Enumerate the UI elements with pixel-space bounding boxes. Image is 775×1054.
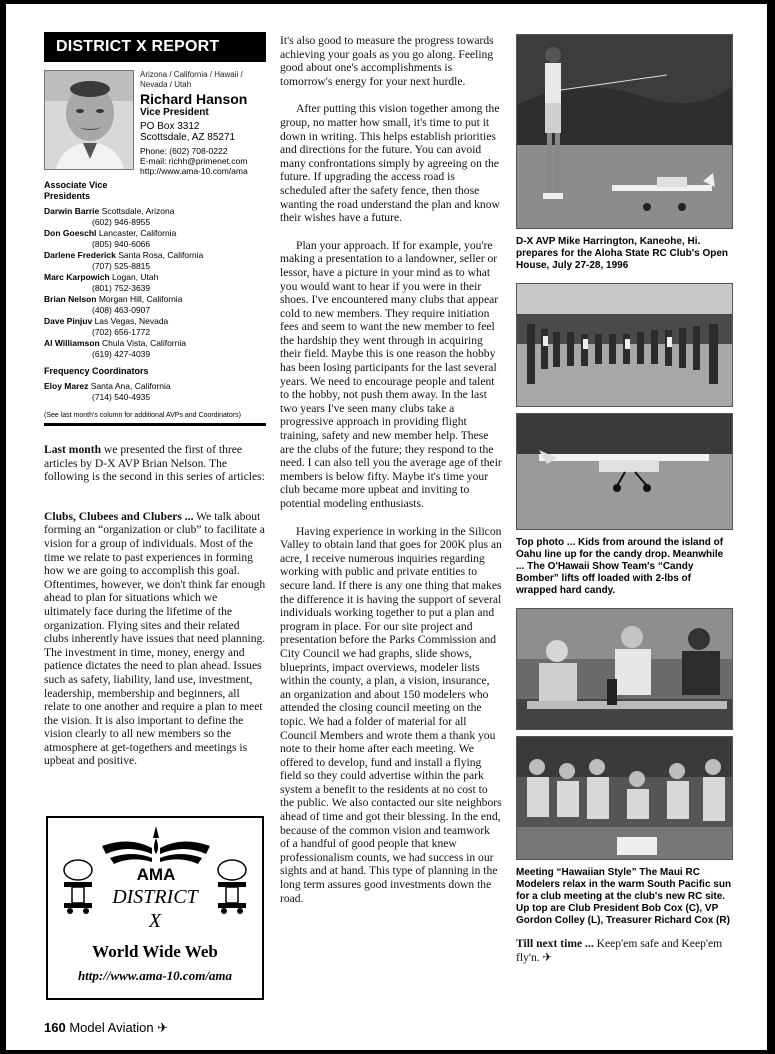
closing-lead: Till next time ... — [516, 937, 594, 950]
contact-location: Morgan Hill, California — [98, 294, 183, 304]
intro-text: we presented the first of three articles by D-X AVP Brian Nelson. The following is the second in this series of articles: — [44, 443, 265, 484]
associates-list — [44, 206, 266, 360]
ama-logo-text: AMA — [136, 865, 176, 884]
contact-name: Brian Nelson — [44, 294, 97, 304]
ama-wings-logo — [96, 824, 216, 884]
photo-candy-bomber — [516, 413, 733, 530]
contact-phone: (619) 427-4039 — [92, 349, 151, 359]
page-number: 160 — [44, 1020, 66, 1035]
contact-phone: (805) 940-6066 — [92, 239, 151, 249]
left-column — [44, 32, 266, 768]
ama-www-label: World Wide Web — [92, 942, 218, 961]
contact-name: Marc Karpowich — [44, 272, 110, 282]
contact-location: Santa Ana, California — [90, 381, 171, 391]
vp-contact-block — [44, 70, 266, 174]
article-paragraph: Plan your approach. If for example, you're making a presentation to a landowner, seller or lessor, have a picture in your mind as to what you would want to hear if you were in their shoes. I've encountered many clubs that appear cold to new members. They require initiation fees and seem to want the new member to feel the hardship they went through in acquiring their field. Maybe this is one reason the hobby has been losing participants for the last several years. We need to encourage people and talent to the hobby, not push them away. In the last two years I've seen many clubs take a progressive approach in providing flight training, safety and new member help. These are the clubs of the future; they respond to the need. I can also tell you the average age of their members is below fifty. Maybe it's time your club became more upbeat and inviting to potential modeling enthusiasts. — [280, 238, 502, 510]
vp-web-link[interactable]: http://www.ama-10.com/ama — [140, 166, 248, 176]
clubs-paragraph — [44, 510, 266, 768]
contact-row — [44, 272, 266, 294]
article-paragraph: After putting this vision together among the group, no matter how small, it's time to put it down in writing. This helps establish priorities and directions for the future. You can avoid many confrontations simply by agreeing on the future. If upgrading the access road is scheduled after the safety fence, then those wanting the road understand the plan and know their wishes have a future. — [280, 102, 500, 225]
contact-row — [44, 316, 266, 338]
photo-maui-meeting — [516, 736, 733, 860]
ama-district-x: X — [148, 910, 162, 932]
contact-phone: (714) 540-4935 — [92, 392, 151, 402]
contact-phone: (801) 752-3639 — [92, 283, 151, 293]
vp-address-line2: Scottsdale, AZ 85271 — [140, 132, 236, 143]
contact-row — [44, 228, 266, 250]
photo-pilot-with-plane — [516, 34, 733, 229]
district-report-header: DISTRICT X REPORT — [44, 32, 266, 62]
photo45-caption: Meeting “Hawaiian Style” The Maui RC Modelers relax in the warm South Pacific sun for a club meeting at the club's new RC site. Up top are Club President Bob Cox (C), VP Gordon Colley (L), Treasurer Richard Cox (R) — [516, 867, 732, 926]
article-paragraph: It's also good to measure the progress towards achieving your goals as you go along. Feeling good about one's accomplishments is tomorrow's energy for your next hurdle. — [280, 34, 494, 88]
contact-name: Dave Pinjuv — [44, 316, 93, 326]
right-column — [516, 34, 733, 964]
contact-location: Chula Vista, California — [102, 338, 186, 348]
photo1-caption: D-X AVP Mike Harrington, Kaneohe, Hi. prepares for the Aloha State RC Club's Open House, July 27-28, 1996 — [516, 236, 729, 271]
contact-location: Las Vegas, Nevada — [94, 316, 169, 326]
contact-row — [44, 206, 266, 228]
contact-location: Santa Rosa, California — [118, 250, 204, 260]
contact-location: Lancaster, California — [98, 228, 177, 238]
frequency-title: Frequency Coordinators — [44, 366, 149, 376]
contact-name: Don Goeschl — [44, 228, 97, 238]
page-footer — [44, 1020, 168, 1036]
ama-url-link[interactable]: http://www.ama-10.com/ama — [77, 968, 233, 983]
contact-row — [44, 250, 266, 272]
contact-phone: (702) 656-1772 — [92, 327, 151, 337]
photo-maui-officers — [516, 608, 733, 730]
vp-region: Arizona / California / Hawaii / Nevada / Utah — [140, 70, 243, 89]
intro-lead: Last month — [44, 443, 102, 456]
vp-address-line1: PO Box 3312 — [140, 121, 200, 132]
vp-phone: Phone: (602) 708-0222 — [140, 146, 228, 156]
clubs-text: We talk about forming an “organization or club” to facilitate a vision for a group of individuals. Most of the time we relate to past experiences in forming how we are going to accomplish this goal. Oftentimes, however, we don't think far enough ahead to plan for situations which we ultimately face during the lifetime of the organization. Flying sites and their related clubs inherently have issues that need planning. The investment in time, money, energy and patience dictates the need to plan ahead. Issues such as safety, liability, land use, investment, leadership, membership and beginners, all relate to one another and require a plan to meet the vision. It is also important to define the vision clearly to all new members so the atmosphere at get-togethers and meetings is upbeat and positive. — [44, 509, 266, 768]
photo23-caption: Top photo ... Kids from around the island of Oahu line up for the candy drop. Meanwhile ... The O'Hawaii Show Team's “Candy Bomber” lifts off loaded with 2-lbs of wrapped hard candy. — [516, 537, 724, 596]
closing-paragraph — [516, 937, 733, 964]
contact-name: Darwin Barrie — [44, 206, 100, 216]
ama-district-ad[interactable] — [46, 816, 264, 1000]
article-paragraph: Having experience in working in the Silicon Valley to obtain land that goes for 200K plus an acre, I receive numerous inquiries regarding working with public and private entities to secure land. If there is any one thing that makes the difference it is having the support of several individuals working together to put a plan and program in place. For our site project and presentation before the Parks Commission and City Council we had graphs, slide shows, blueprints, impact overviews, modeler lists within the county, a plan, a vision, insurance, an organization and about 150 modelers who attended the closing council meeting on the topic. We had a folder of material for all Council Members and wrote them a thank you note to their home after each meeting. We offered to develop, fund and install a flying field so they could advertise within the park system a benefit to the residents at no cost to the public. We also contacted our site neighbors ahead of time and got their blessing. In the end, because of the common vision and teamwork of a handful of good people that knew professionalism counts, we had success in our sights and at hand. This type of planning in the long term assures good investments down the road. — [280, 524, 502, 905]
magazine-page — [6, 4, 767, 1050]
contact-phone: (602) 946-8955 — [92, 217, 151, 227]
vp-email-link[interactable]: E-mail: richh@primenet.com — [140, 156, 248, 166]
photo-kids-line — [516, 283, 733, 407]
contact-row — [44, 294, 266, 316]
clubs-lead: Clubs, Clubees and Clubers ... — [44, 509, 194, 523]
vp-name: Richard Hanson — [140, 91, 248, 107]
closing-text: Keep'em safe and Keep'em fly'n. ✈ — [516, 937, 723, 964]
contact-name: Al Williamson — [44, 338, 100, 348]
contact-location: Scottsdale, Arizona — [101, 206, 175, 216]
vp-role: Vice President — [140, 107, 209, 118]
contact-name: Eloy Marez — [44, 381, 89, 391]
contact-phone: (408) 463-0907 — [92, 305, 151, 315]
associates-title: Associate Vice Presidents — [44, 180, 108, 201]
contact-name: Darlene Frederick — [44, 250, 116, 260]
magazine-name: Model Aviation ✈ — [69, 1020, 169, 1035]
intro-paragraph — [44, 443, 266, 484]
vp-info — [140, 70, 270, 176]
middle-column — [280, 34, 502, 919]
see-note: (See last month's column for additional AVPs and Coordinators) — [44, 411, 266, 426]
ama-district-label: DISTRICT — [112, 886, 198, 908]
contact-row — [44, 338, 266, 360]
contact-phone: (707) 525-8815 — [92, 261, 151, 271]
frequency-list — [44, 381, 266, 403]
contact-row — [44, 381, 266, 403]
vp-portrait-photo — [44, 70, 134, 170]
contact-location: Logan, Utah — [112, 272, 159, 282]
